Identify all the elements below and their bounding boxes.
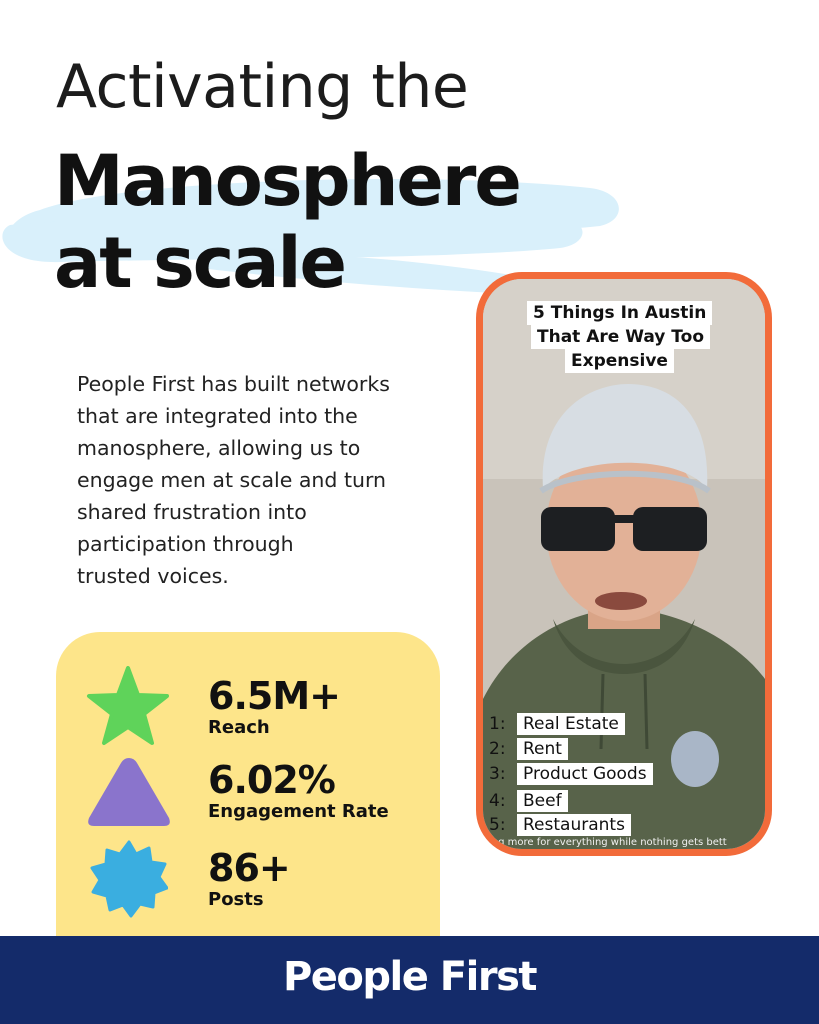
headline-line-3: at scale bbox=[54, 222, 345, 304]
list-text: Product Goods bbox=[517, 763, 653, 785]
headline-line-2: Manosphere bbox=[54, 140, 520, 222]
brand-logo: People First bbox=[282, 954, 536, 1000]
list-text: Beef bbox=[517, 790, 568, 812]
list-text: Rent bbox=[517, 738, 568, 760]
body-line: engage men at scale and turn bbox=[77, 468, 387, 492]
body-line: trusted voices. bbox=[77, 564, 229, 588]
body-line: manosphere, allowing us to bbox=[77, 436, 361, 460]
stat-value-reach: 6.5M+ bbox=[208, 674, 340, 718]
list-number: 2: bbox=[489, 739, 506, 759]
triangle-icon bbox=[84, 752, 174, 830]
video-subtitle: ing more for everything while nothing gets bett bbox=[489, 837, 727, 848]
video-thumbnail[interactable] bbox=[476, 272, 772, 856]
stats-card bbox=[56, 632, 440, 952]
video-list-item bbox=[489, 714, 625, 734]
video-caption-line: That Are Way Too bbox=[531, 325, 710, 349]
stat-label-reach: Reach bbox=[208, 717, 270, 738]
list-number: 1: bbox=[489, 714, 506, 734]
video-caption-line: Expensive bbox=[565, 349, 674, 373]
video-list-item bbox=[489, 739, 568, 759]
list-number: 5: bbox=[489, 815, 506, 835]
body-line: that are integrated into the bbox=[77, 404, 358, 428]
footer-bar bbox=[0, 936, 819, 1024]
list-number: 3: bbox=[489, 764, 506, 784]
video-list-item bbox=[489, 791, 568, 811]
video-list-item bbox=[489, 764, 653, 784]
star-icon bbox=[86, 666, 170, 746]
video-list-item bbox=[489, 815, 631, 835]
stat-value-posts: 86+ bbox=[208, 846, 290, 890]
stat-label-engagement: Engagement Rate bbox=[208, 801, 389, 822]
stat-value-engagement: 6.02% bbox=[208, 758, 335, 802]
badge-icon bbox=[90, 840, 168, 918]
stat-label-posts: Posts bbox=[208, 889, 264, 910]
list-number: 4: bbox=[489, 791, 506, 811]
body-line: shared frustration into bbox=[77, 500, 307, 524]
headline-line-1: Activating the bbox=[56, 52, 469, 122]
body-line: People First has built networks bbox=[77, 372, 390, 396]
video-caption-line: 5 Things In Austin bbox=[527, 301, 712, 325]
list-text: Real Estate bbox=[517, 713, 625, 735]
list-text: Restaurants bbox=[517, 814, 631, 836]
body-line: participation through bbox=[77, 532, 294, 556]
body-paragraph bbox=[77, 368, 437, 592]
